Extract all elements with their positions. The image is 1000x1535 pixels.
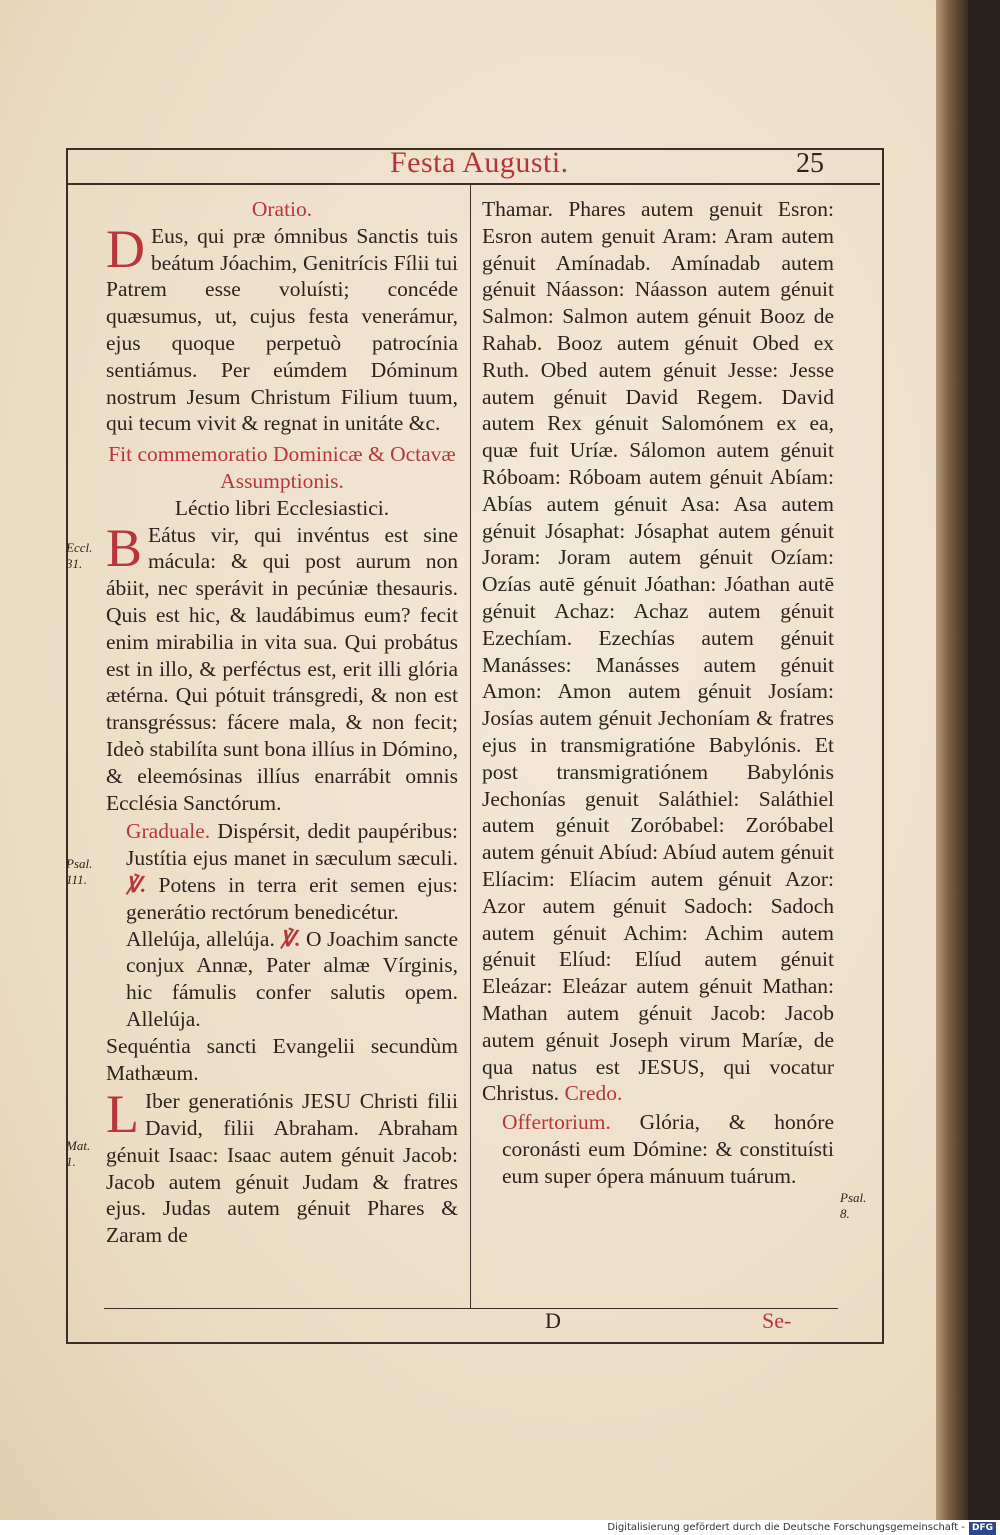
header-rule — [66, 183, 880, 185]
catchword: Se- — [762, 1308, 792, 1333]
lectio-heading: Léctio libri Ecclesiastici. — [174, 495, 390, 520]
gospel-continued-paragraph — [482, 196, 834, 1107]
lectio-paragraph — [106, 517, 458, 817]
graduale-paragraph — [106, 818, 458, 925]
graduale-text: Dispérsit, dedit paupéribus: Justítia ejus manet in sæculum sæculi. — [126, 819, 458, 871]
alleluia-paragraph — [106, 926, 458, 1033]
commemoratio: Fit commemoratio Dominicæ & Octavæ Assumptionis. — [108, 442, 456, 493]
graduale-label: Graduale. — [126, 819, 211, 844]
oratio-heading: Oratio. — [251, 197, 313, 221]
offertorium-text: Glória, & honóre coronásti eum Dómine: & constituísti eum super ópera mánuum tuárum. — [502, 1110, 834, 1188]
offertorium-paragraph — [482, 1109, 834, 1189]
alleluia-intro: Allelúja, allelúja. — [126, 926, 275, 951]
digitization-credit-bar — [0, 1520, 1000, 1535]
graduale-verse: Potens in terra erit semen ejus: generátio rectórum benedicétur. — [126, 872, 459, 924]
oratio-paragraph — [106, 218, 458, 437]
sequentia-heading: Sequéntia sancti Evangelii secundùm Mathæum. — [106, 1033, 458, 1085]
column-divider — [470, 183, 471, 1308]
gospel-dropcap: L — [106, 1084, 139, 1145]
gospel-paragraph — [106, 1084, 458, 1249]
margin-note-mat: Mat. 1. — [66, 1138, 91, 1169]
gospel-text: Iber generatiónis JESU Christi filii David, filii Abraham. Abraham génuit Isaac: Isaac autem génuit Jacob: Jacob autem génuit Judam & fratres ejus. Judas autem génuit Phares & Zaram de — [106, 1089, 458, 1248]
footer-rule — [104, 1308, 838, 1309]
page-number: 25 — [796, 148, 824, 179]
oratio-dropcap: D — [106, 218, 145, 279]
lectio-text: Eátus vir, qui invéntus est sine mácula: & qui post aurum non ábiit, nec sperávit in pecúniæ thesauris. Quis est hic, & laudábimus eum? fecit enim mirabilia in vita sua. Qui probátus est in illo, & perféctus est, erit illi glória ætérna. Qui pótuit tránsgredi, & non est transgréssus: fácere mala, & non fecit; Ideò stabilíta sunt bona illíus in Dómino, & eleemósinas illíus enarrábit omnis Ecclésia Sanctórum. — [106, 522, 458, 815]
left-column — [106, 196, 458, 1249]
dfg-logo: DFG — [969, 1522, 996, 1535]
margin-note-psal-8: Psal. 8. — [840, 1190, 867, 1221]
credit-text: Digitalisierung gefördert durch die Deutsche Forschungsgemeinschaft - — [607, 1522, 965, 1533]
margin-note-psal-111: Psal. 111. — [66, 856, 93, 887]
book-gutter — [936, 0, 968, 1520]
running-title: Festa Augusti. — [390, 146, 569, 179]
right-column — [482, 196, 834, 1189]
offertorium-label: Offertorium. — [502, 1110, 611, 1135]
lectio-dropcap: B — [106, 517, 143, 578]
margin-note-eccl: Eccl. 31. — [66, 540, 93, 571]
gospel-continued-text: Thamar. Phares autem genuit Esron: Esron autem genuit Aram: Aram autem génuit Amínadab. Amínadab autem génuit Náasson: Náasson autem génuit Salmon: Salmon autem génuit Booz de Rahab. Booz autem génuit Obed ex Ruth. Obed autem génuit Jesse: Jesse autem génuit David Regem. David autem Rex génuit Salomónem ex ea, quæ fuit Uríæ. Sálomon autem génuit Róboam: Róboam autem génuit Abíam: Abías autem génuit Asa: Asa autem génuit Jósaphat: Jósaphat autem génuit Joram: Joram autem génuit Ozíam: Ozías autē génuit Jóathan: Jóathan autē génuit Achaz: Achaz autem génuit Ezechíam. Ezechías autem génuit Manásses: Manásses autem génuit Amon: Amon autem génuit Josíam: Josías autem génuit Jechoníam & fratres ejus in transmigratióne Babylónis. Et post transmigratiónem Babylónis Jechonías genuit Saláthiel: Saláthiel autem génuit Zoróbabel: Zoróbabel autem génuit Abíud: Abíud autem génuit Elíacim: Elíacim autem génuit Azor: Azor autem génuit Sadoch: Sadoch autem génuit Achim: Achim autem génuit Elíud: Elíud autem génuit Eleázar: Eleázar autem génuit Mathan: Mathan autem génuit Jacob: Jacob autem génuit Joseph virum Maríæ, de qua natus est JESUS, qui vocatur Christus. — [482, 197, 834, 1106]
versicle-sign: ℣. — [126, 872, 147, 897]
alleluia-versicle-sign: ℣. — [280, 926, 301, 951]
credo: Credo. — [564, 1081, 623, 1106]
alleluia-verse: O Joachim sancte conjux Annæ, Pater almæ Vírginis, hic fámulis confer salutis opem. Allelúja. — [126, 926, 458, 1031]
oratio-text: Eus, qui præ ómnibus Sanctis tuis beátum Jóachim, Genitrícis Fílii tui Patrem esse voluísti; concéde quæsumus, ut, cujus festa venerámur, ejus quoque perpetuò patrocínia sentiámus. Per eúmdem Dóminum nostrum Jesum Christum Filium tuum, qui tecum vivit & regnat in unitáte &c. — [106, 223, 458, 436]
signature-mark: D — [545, 1308, 561, 1333]
